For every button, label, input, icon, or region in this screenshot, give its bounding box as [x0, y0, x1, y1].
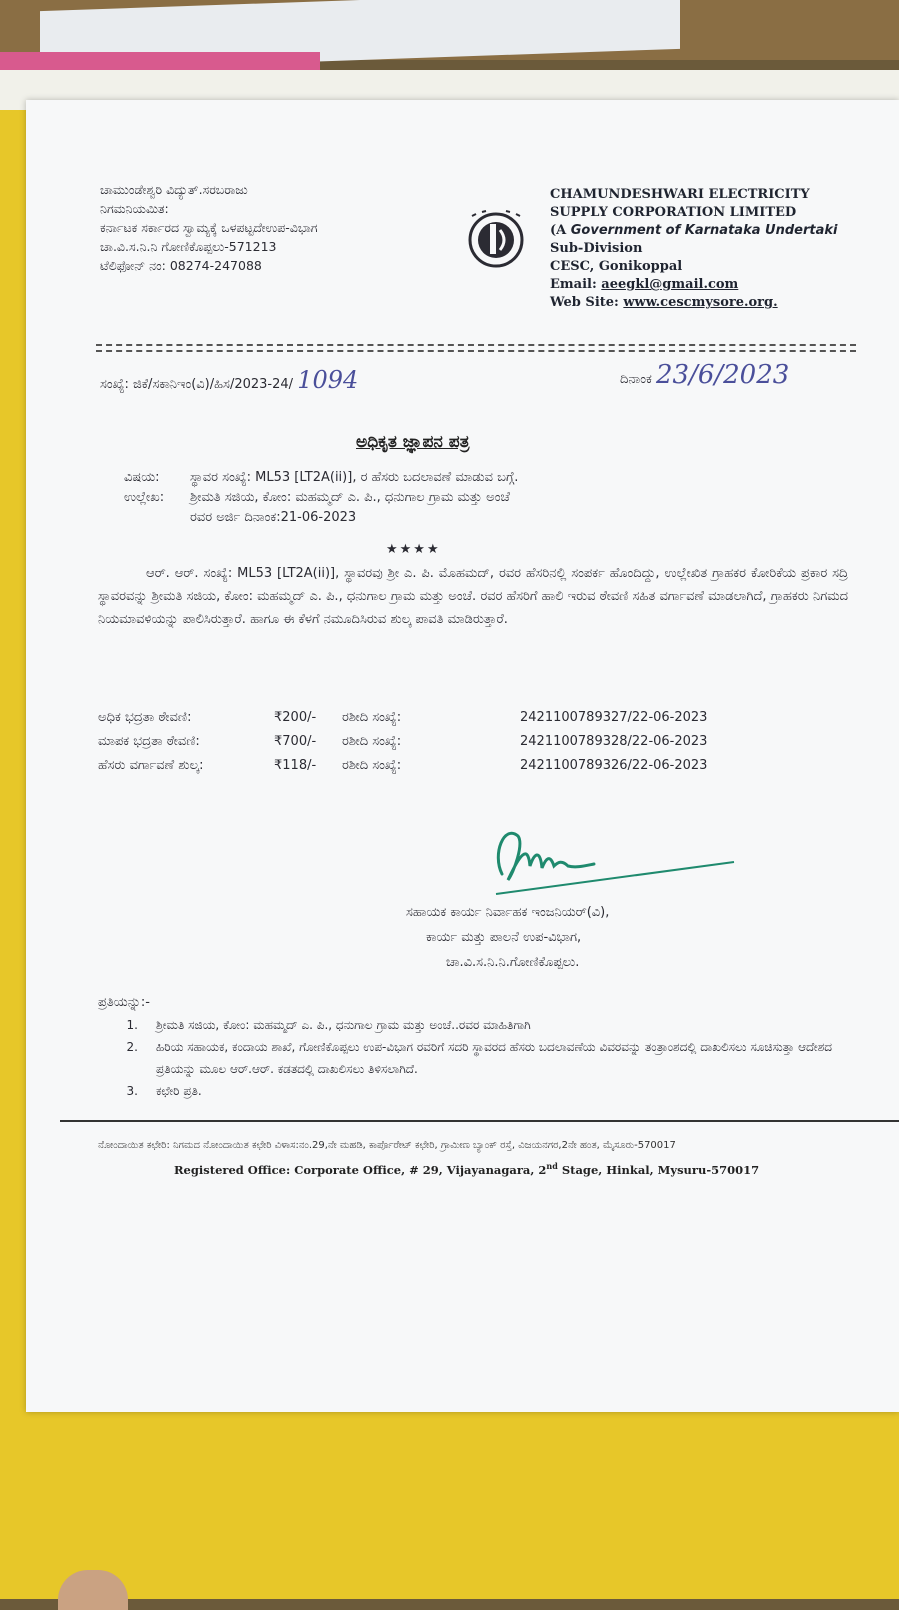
header-divider-2: [96, 350, 856, 352]
english-letterhead: [550, 186, 837, 312]
receipt-label: ರಶೀದಿ ಸಂಖ್ಯೆ:: [342, 734, 402, 749]
fee-label: ಅಧಿಕ ಭದ್ರತಾ ಠೇವಣಿ:: [98, 710, 192, 725]
header-divider: [96, 344, 856, 346]
receipt-number: 2421100789328/22-06-2023: [520, 734, 708, 749]
kannada-letterhead: [100, 180, 318, 275]
website-line: [550, 294, 837, 312]
kn-head-line-4: ಚಾ.ವಿ.ಸ.ನಿ.ನಿ ಗೋಣಿಕೊಪ್ಪಲು-571213: [100, 239, 277, 254]
receipt-number: 2421100789326/22-06-2023: [520, 758, 708, 773]
footer-divider: [60, 1120, 899, 1122]
copy-item: [98, 1036, 858, 1080]
reference-number: [100, 366, 358, 394]
email-link[interactable]: aeegkl@gmail.com: [601, 277, 739, 292]
en-head-line-3-prefix: (A: [550, 223, 571, 238]
en-head-line-3-emphasis: Government of Karnataka Undertaki: [570, 223, 838, 238]
reference-printed: ಸಂಖ್ಯೆ: ಜಿಕೆ/ಸಕಾನಿಇಂ(ವಿ)/ಹಿಸ/2023-24/: [100, 377, 294, 392]
kn-head-line-2: ನಿಗಮನಿಯಮಿತ:: [100, 201, 169, 216]
copy-item: [98, 1014, 858, 1036]
date-label: ದಿನಾಂಕ: [620, 372, 652, 387]
kn-head-line-1: ಚಾಮುಂಡೇಶ್ವರಿ ವಿದ್ಯುತ್.ಸರಬರಾಜು: [100, 182, 248, 197]
date-handwritten: 23/6/2023: [655, 360, 790, 390]
reference-label: ಉಲ್ಲೇಖ:: [124, 490, 165, 505]
subject-text: ಸ್ಥಾವರ ಸಂಖ್ಯೆ: ML53 [LT2A(ii)], ರ ಹೆಸರು ಬದಲಾವಣೆ ಮಾಡುವ ಬಗ್ಗೆ.: [190, 470, 519, 485]
copy-number: 1.: [126, 1018, 138, 1032]
official-letter: [26, 100, 899, 1412]
subject-block: [124, 468, 518, 528]
subject-label: ವಿಷಯ:: [124, 470, 160, 485]
footer-english: [174, 1161, 759, 1177]
signatory-block: [406, 900, 609, 975]
reference-line: [124, 488, 518, 508]
copies-to: [98, 992, 858, 1102]
en-head-line-5: CESC, Gonikoppal: [550, 259, 683, 274]
en-head-line-3: [550, 222, 837, 240]
receipt-label: ರಶೀದಿ ಸಂಖ್ಯೆ:: [342, 758, 402, 773]
copy-number: 3.: [126, 1084, 138, 1098]
kn-head-line-3: ಕರ್ನಾಟಕ ಸರ್ಕಾರದ ಸ್ವಾಮ್ಯಕ್ಕೆ ಒಳಪಟ್ಟದೇಉಪ-ವಿಭಾಗ: [100, 220, 318, 235]
reference-line-2: [124, 508, 518, 528]
fee-list: [98, 706, 707, 778]
en-head-line-1: CHAMUNDESHWARI ELECTRICITY: [550, 187, 810, 202]
website-link[interactable]: www.cescmysore.org.: [623, 295, 778, 310]
fee-label: ಮಾಪಕ ಭದ್ರತಾ ಠೇವಣಿ:: [98, 734, 200, 749]
fee-row: [98, 730, 707, 754]
footer-en-prefix: Registered Office: Corporate Office, # 29, Vijayanagara, 2: [174, 1162, 547, 1177]
fee-amount: ₹200/-: [274, 710, 317, 725]
reference-text-1: ಶ್ರೀಮತಿ ಸಜಿಯ, ಕೋಂ: ಮಹಮ್ಮದ್ ಎ. ಪಿ., ಧನುಗಾಲ ಗ್ರಾಮ ಮತ್ತು ಅಂಚೆ: [190, 490, 510, 505]
reference-text-2: ರವರ ಅರ್ಜಿ ದಿನಾಂಕ:21-06-2023: [190, 510, 357, 525]
signatory-line-2: ಕಾರ್ಯ ಮತ್ತು ಪಾಲನೆ ಉಪ-ವಿಭಾಗ,: [426, 930, 582, 945]
subject-line: [124, 468, 518, 488]
fee-amount: ₹700/-: [274, 734, 317, 749]
footer-en-suffix: Stage, Hinkal, Mysuru-570017: [557, 1162, 760, 1177]
signatory-line-1: ಸಹಾಯಕ ಕಾರ್ಯ ನಿರ್ವಾಹಕ ಇಂಜನಿಯರ್(ವಿ),: [406, 905, 610, 920]
fee-row: [98, 706, 707, 730]
copy-text: ಶ್ರೀಮತಿ ಸಜಿಯ, ಕೋಂ: ಮಹಮ್ಮದ್ ಎ. ಪಿ., ಧನುಗಾಲ ಗ್ರಾಮ ಮತ್ತು ಅಂಚೆ..ರವರ ಮಾಹಿತಿಗಾಗಿ: [156, 1018, 531, 1032]
copy-number: 2.: [126, 1040, 138, 1054]
receipt-number: 2421100789327/22-06-2023: [520, 710, 708, 725]
memo-title: ಅಧಿಕೃತ ಜ್ಞಾಪನ ಪತ್ರ: [356, 432, 470, 452]
handwritten-signature: [484, 814, 744, 904]
fee-label: ಹೆಸರು ವರ್ಗಾವಣೆ ಶುಲ್ಕ:: [98, 758, 204, 773]
letter-date: [620, 360, 789, 390]
copy-item: [98, 1080, 858, 1102]
email-line: [550, 276, 837, 294]
copies-heading: ಪ್ರತಿಯನ್ನು:-: [98, 995, 150, 1010]
separator-stars: ★★★★: [386, 542, 441, 557]
signatory-line-3: ಚಾ.ವಿ.ಸ.ನಿ.ನಿ.ಗೋಣಿಕೊಪ್ಪಲು.: [446, 955, 580, 970]
copy-text: ಹಿರಿಯ ಸಹಾಯಕ, ಕಂದಾಯ ಶಾಖೆ, ಗೋಣಿಕೊಪ್ಪಲು ಉಪ-ವಿಭಾಗ ರವರಿಗೆ ಸದರಿ ಸ್ಥಾವರದ ಹೆಸರು ಬದಲಾವಣೆಯ ವಿವರವನ್ನು ತಂತ್ರಾಂಶದಲ್ಲಿ ದಾಖಲಿಸಲು ಸೂಚಿಸುತ್ತಾ ಆದೇಶದ ಪ್ರತಿಯನ್ನು ಮೂಲ ಆರ್.ಆರ್. ಕಡತದಲ್ಲಿ ದಾಖಲಿಸಲು ತಿಳಿಸಲಾಗಿದೆ.: [156, 1040, 833, 1076]
email-label: Email:: [550, 277, 602, 292]
kn-head-line-5: ಟೆಲಿಫೋನ್ ನಂ: 08274-247088: [100, 258, 262, 273]
footer-kannada: ನೋಂದಾಯಿತ ಕಛೇರಿ: ನಿಗಮದ ನೋಂದಾಯಿತ ಕಛೇರಿ ವಿಳಾಸ:ನಂ.29,ನೇ ಮಹಡಿ, ಕಾರ್ಪೊರೇಟ್ ಕಛೇರಿ, ಗ್ರಾಮೀಣ ಬ್ಯಾಂಕ್ ರಸ್ತೆ, ವಿಜಯನಗರ,2ನೇ ಹಂತ, ಮೈಸೂರು-570017: [98, 1140, 676, 1151]
website-label: Web Site:: [550, 295, 624, 310]
cesc-logo-icon: [462, 210, 530, 272]
receipt-label: ರಶೀದಿ ಸಂಖ್ಯೆ:: [342, 710, 402, 725]
reference-handwritten: 1094: [297, 366, 359, 394]
footer-en-superscript: nd: [546, 1161, 558, 1171]
fee-amount: ₹118/-: [274, 758, 317, 773]
en-head-line-4: Sub-Division: [550, 241, 643, 256]
body-paragraph: ಆರ್. ಆರ್. ಸಂಖ್ಯೆ: ML53 [LT2A(ii)], ಸ್ಥಾವರವು ಶ್ರೀ ಎ. ಪಿ. ಮೊಹಮದ್, ರವರ ಹೆಸರಿನಲ್ಲಿ ಸಂಪರ್ಕ ಹೊಂದಿದ್ದು, ಉಲ್ಲೇಖಿತ ಗ್ರಾಹಕರ ಕೋರಿಕೆಯ ಪ್ರಕಾರ ಸದ್ರಿ ಸ್ಥಾವರವನ್ನು ಶ್ರೀಮತಿ ಸಜಿಯ, ಕೋಂ: ಮಹಮ್ಮದ್ ಎ. ಪಿ., ಧನುಗಾಲ ಗ್ರಾಮ ಮತ್ತು ಅಂಚೆ. ರವರ ಹೆಸರಿಗೆ ಹಾಲಿ ಇರುವ ಠೇವಣಿ ಸಹಿತ ವರ್ಗಾವಣೆ ಮಾಡಲಾಗಿದೆ, ಗ್ರಾಹಕರು ನಿಗಮದ ನಿಯಮಾವಳಿಯನ್ನು ಪಾಲಿಸಿರುತ್ತಾರೆ. ಹಾಗೂ ಈ ಕೆಳಗೆ ನಮೂದಿಸಿರುವ ಶುಲ್ಕ ಪಾವತಿ ಮಾಡಿರುತ್ತಾರೆ.: [98, 566, 848, 627]
en-head-line-2: SUPPLY CORPORATION LIMITED: [550, 205, 797, 220]
copy-text: ಕಛೇರಿ ಪ್ರತಿ.: [156, 1084, 202, 1098]
fee-row: [98, 754, 707, 778]
